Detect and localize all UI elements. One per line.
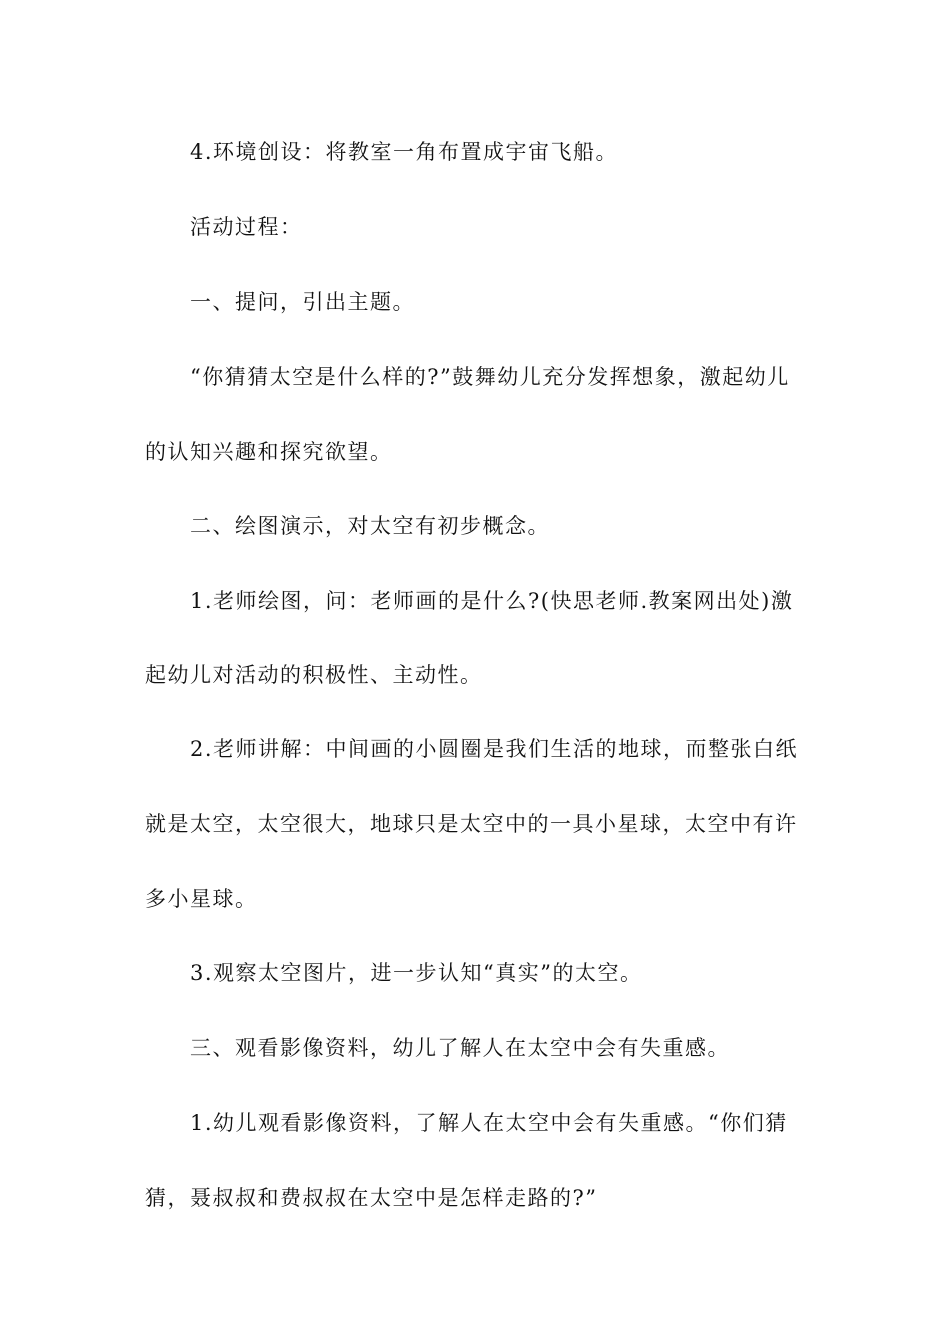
section-heading-3: 三、观看影像资料，幼儿了解人在太空中会有失重感。 <box>190 1036 730 1060</box>
section-heading-2: 二、绘图演示，对太空有初步概念。 <box>190 514 550 538</box>
section-heading-1: 一、提问，引出主题。 <box>190 290 415 314</box>
text-line-environment-setup: 4.环境创设：将教室一角布置成宇宙飞船。 <box>190 140 619 164</box>
paragraph-line: 多小星球。 <box>145 887 258 911</box>
paragraph-line: 的认知兴趣和探究欲望。 <box>145 440 393 464</box>
paragraph-line: 起幼儿对活动的积极性、主动性。 <box>145 663 483 687</box>
paragraph-line: “你猜猜太空是什么样的?”鼓舞幼儿充分发挥想象，激起幼儿 <box>190 365 790 389</box>
paragraph-line: 3.观察太空图片，进一步认知“真实”的太空。 <box>190 961 643 985</box>
paragraph-line: 1.幼儿观看影像资料，了解人在太空中会有失重感。“你们猜 <box>190 1111 788 1135</box>
paragraph-line: 1.老师绘图，问：老师画的是什么?(快思老师.教案网出处)激 <box>190 589 794 613</box>
text-line-activity-process: 活动过程： <box>190 215 303 239</box>
paragraph-line: 2.老师讲解：中间画的小圆圈是我们生活的地球，而整张白纸 <box>190 737 799 761</box>
paragraph-line: 猜，聂叔叔和费叔叔在太空中是怎样走路的?” <box>145 1186 598 1210</box>
paragraph-line: 就是太空，太空很大，地球只是太空中的一具小星球，太空中有许 <box>145 812 798 836</box>
